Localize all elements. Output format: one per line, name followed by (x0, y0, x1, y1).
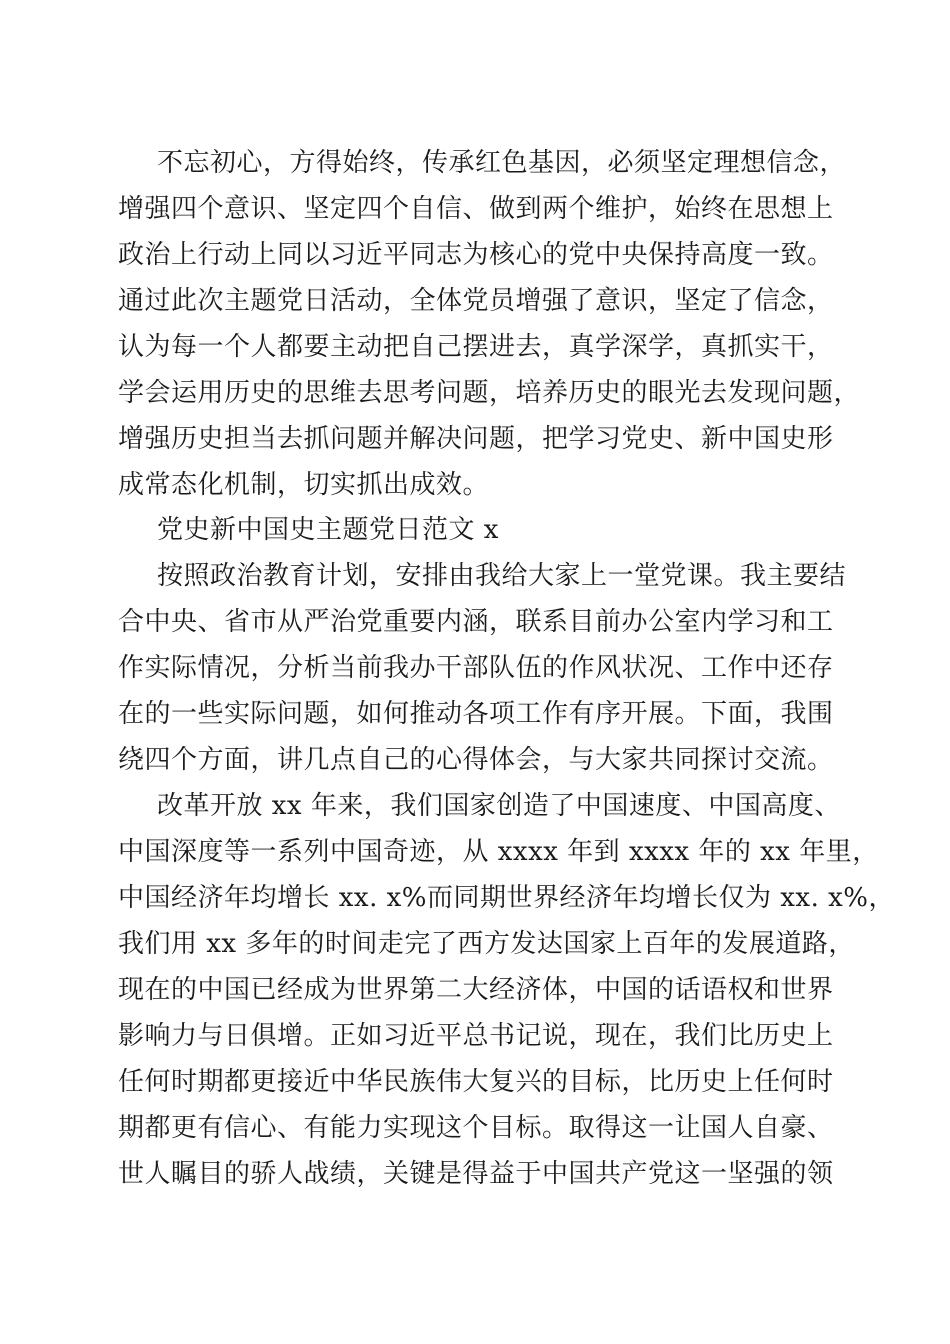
paragraph-3-line-3: 中国经济年均增长 xx. x%而同期世界经济年均增长仅为 xx. x%， (118, 883, 895, 913)
paragraph-3-line-8: 期都更有信心、有能力实现这个目标。取得这一让国人自豪、 (118, 1113, 834, 1143)
paragraph-3-line-9: 世人瞩目的骄人战绩，关键是得益于中国共产党这一坚强的领 (118, 1159, 834, 1189)
paragraph-1-line-2: 增强四个意识、坚定四个自信、做到两个维护，始终在思想上 (118, 194, 834, 224)
paragraph-3-line-1: 改革开放 xx 年来，我们国家创造了中国速度、中国高度、 (157, 791, 841, 821)
paragraph-1-line-5: 认为每一个人都要主动把自己摆进去，真学深学，真抓实干， (118, 332, 834, 362)
paragraph-1-line-7: 增强历史担当去抓问题并解决问题，把学习党史、新中国史形 (118, 424, 834, 454)
paragraph-3-line-6: 影响力与日俱增。正如习近平总书记说，现在，我们比历史上 (118, 1021, 834, 1051)
section-heading: 党史新中国史主题党日范文 x (157, 515, 499, 545)
paragraph-3-line-5: 现在的中国已经成为世界第二大经济体，中国的话语权和世界 (118, 975, 834, 1005)
paragraph-2-line-4: 在的一些实际问题，如何推动各项工作有序开展。下面，我围 (118, 699, 834, 729)
paragraph-2-line-3: 作实际情况，分析当前我办干部队伍的作风状况、工作中还存 (118, 653, 834, 683)
paragraph-2-line-1: 按照政治教育计划，安排由我给大家上一堂党课。我主要结 (157, 561, 847, 591)
paragraph-2-line-2: 合中央、省市从严治党重要内涵，联系目前办公室内学习和工 (118, 607, 834, 637)
paragraph-3-line-2: 中国深度等一系列中国奇迹，从 xxxx 年到 xxxx 年的 xx 年里， (118, 837, 879, 867)
paragraph-1-line-3: 政治上行动上同以习近平同志为核心的党中央保持高度一致。 (118, 240, 834, 270)
paragraph-3-line-7: 任何时期都更接近中华民族伟大复兴的目标，比历史上任何时 (118, 1067, 834, 1097)
paragraph-1-line-6: 学会运用历史的思维去思考问题，培养历史的眼光去发现问题， (118, 378, 861, 408)
paragraph-1-line-1: 不忘初心，方得始终，传承红色基因，必须坚定理想信念， (157, 148, 847, 178)
paragraph-1-line-8: 成常态化机制，切实抓出成效。 (118, 470, 490, 500)
paragraph-1-line-4: 通过此次主题党日活动，全体党员增强了意识，坚定了信念， (118, 286, 834, 316)
paragraph-3-line-4: 我们用 xx 多年的时间走完了西方发达国家上百年的发展道路， (118, 929, 855, 959)
paragraph-2-line-5: 绕四个方面，讲几点自己的心得体会，与大家共同探讨交流。 (118, 745, 834, 775)
